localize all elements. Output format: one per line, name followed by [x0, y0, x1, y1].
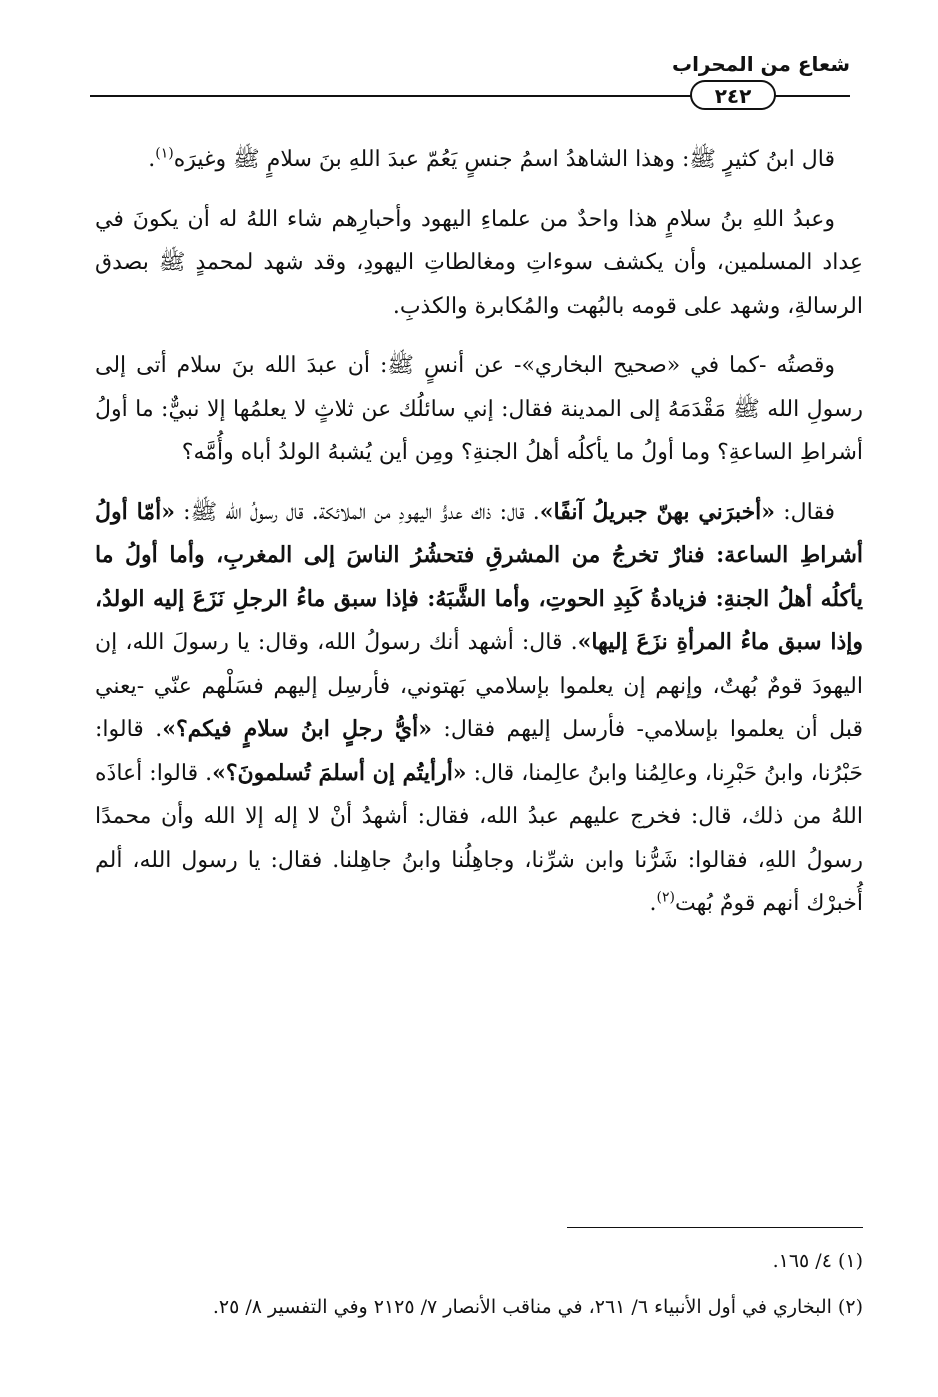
footnote-marker: (١) [155, 145, 174, 162]
footnote-separator [567, 1227, 863, 1228]
main-text [95, 138, 863, 942]
paragraph [95, 344, 863, 475]
hadith-quote: «أرأيتُم إن أسلمَ تُسلمونَ؟» [212, 759, 467, 786]
footnote-1: (١) ٤/ ١٦٥. [772, 1250, 863, 1272]
book-title: شعاع من المحراب [671, 52, 850, 76]
text-run: . قال: أشهد أنك رسولُ الله، وقال: يا رسولَ الله، إن اليهودَ قومٌ بُهتٌ، وإنهم إن يعلموا بإسلامي بَهتوني، فأرسِل إليهم فسَلْهم عنّي -يعني قبل أن يعلموا بإسلامي- فأرسل إليهم فقال: [95, 630, 863, 742]
text-run: . [649, 891, 657, 916]
paragraph [95, 491, 863, 926]
footnote-2: (٢) البخاري في أول الأنبياء ٦/ ٢٦١، في مناقب الأنصار ٧/ ٢١٢٥ وفي التفسير ٨/ ٢٥. [212, 1296, 863, 1318]
text-run: . [148, 147, 156, 172]
text-run: وعبدُ اللهِ بنُ سلامٍ هذا واحدٌ من علماءِ اليهود وأحبارِهم شاء اللهُ له أن يكونَ في عِداد المسلمين، وأن يكشف سوءاتِ ومغالطاتِ اليهودِ، وقد شهد لمحمدٍ ﷺ بصدق الرسالةِ، وشهد على قومه بالبُهت والمُكابرة والكذبِ. [95, 206, 863, 319]
footnote-marker: (٢) [656, 889, 675, 906]
text-run: . قالوا: حَبْرُنا، وابنُ حَبْرِنا، وعالِمُنا وابنُ عالِمنا، قال: [95, 717, 863, 786]
paragraph [95, 138, 863, 182]
text-run: قال ابنُ كثيرٍ ﷺ: وهذا الشاهدُ اسمُ جنسٍ يَعُمّ عبدَ اللهِ بنَ سلامٍ ﷺ وغيرَه [173, 147, 835, 172]
text-run: . قالوا: أعاذَه اللهُ من ذلك، قال: فخرج عليهم عبدُ الله، فقال: أشهدُ أنْ لا إله إلا الله وأن محمدًا رسولُ اللهِ، فقالوا: شَرُّنا وابن شرِّنا، وجاهِلُنا وابنُ جاهِلنا. فقال: يا رسول الله، ألم أُخبرْك أنهم قومٌ بُهت [95, 760, 863, 916]
text-run: وقصتُه -كما في «صحيح البخاري»- عن أنسٍ ﷺ: أن عبدَ الله بنَ سلام أتى إلى رسولِ الله ﷺ مَقْدَمَهُ إلى المدينة فقال: إني سائلُك عن ثلاثٍ لا يعلمُها إلا نبيٌّ: ما أولُ أشراطِ الساعةِ؟ وما أولُ ما يأكلُه أهلُ الجنةِ؟ ومِن أين يُشبهُ الولدُ أباه وأُمَّه؟ [95, 353, 863, 465]
footnotes [95, 1238, 863, 1330]
page-number: ٢٤٢ [690, 80, 776, 110]
text-run: فقال: [775, 499, 835, 525]
hadith-quote: «أخبرَني بهنّ جبريلُ آنفًا» [539, 498, 776, 525]
hadith-quote: «أمّا أولُ أشراطِ الساعة: فنارٌ تخرجُ من المشرقِ فتحشُرُ الناسَ إلى المغربِ، وأما أولُ ما يأكلُه أهلُ الجنةِ: فزيادةُ كَبِدِ الحوتِ، وأما الشَّبَهُ: فإذا سبق ماءُ الرجلِ نَزَعَ إليه الولدُ، وإذا سبق ماءُ المرأةِ نزَعَ إليها» [95, 498, 863, 655]
text-run: . قال: ذاك عدوُّ اليهودِ من الملائكة. قال رسولُ الله ﷺ: [174, 499, 540, 525]
paragraph [95, 198, 863, 329]
page-header [90, 52, 850, 112]
hadith-quote: «أيُّ رجلٍ ابنُ سلامٍ فيكم؟» [162, 716, 432, 742]
